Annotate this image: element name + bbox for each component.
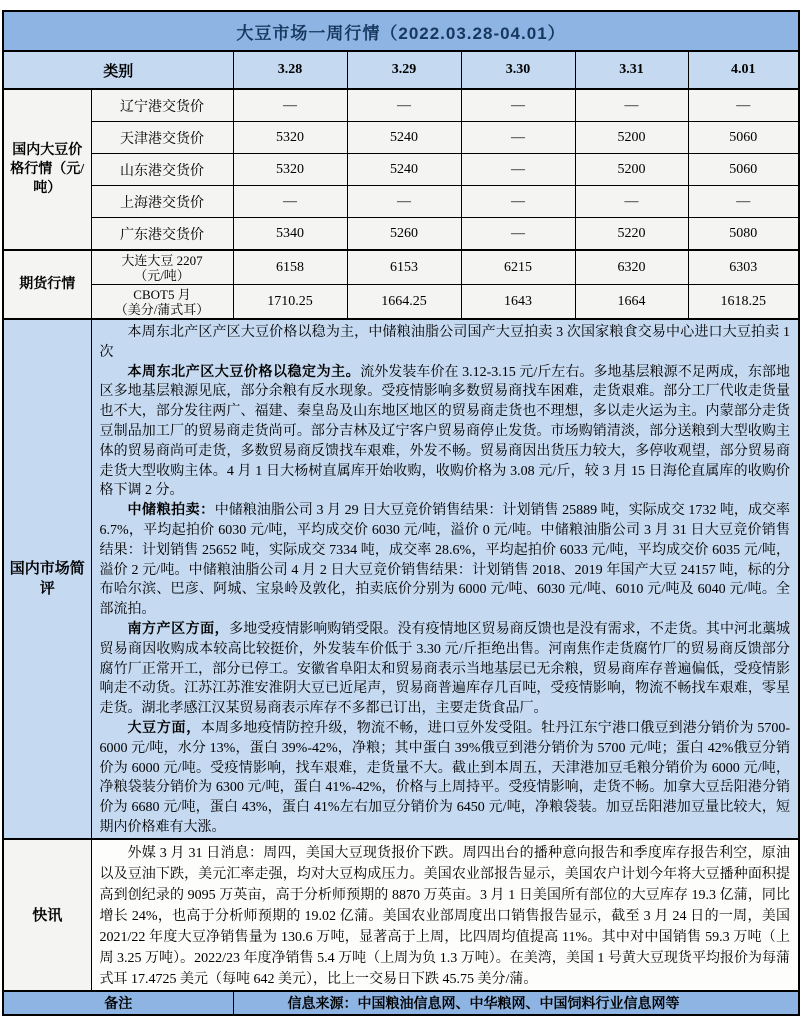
review-paragraph: 大豆方面，本周多地疫情防控升级，物流不畅，进口豆外发受阻。牡丹江东宁港口俄豆到港分销价为 5700-6000 元/吨，水分 13%，蛋白 39%-42%，净粮；其中蛋白 39%俄豆到港分销价为 5700 元/吨；蛋白 42%俄豆分销价为 6000 元/吨。受疫情影响，找车艰难，走货量不大。截止到本周五，天津港加豆毛粮分销价为 6000 元/吨，净粮袋装分销价为 6300 元/吨，蛋白 41%-42%，价格与上周持平。受疫情影响，走货不畅。加拿大豆岳阳港分销价为 6680 元/吨，蛋白 43%，蛋白 41%左右加豆分销价为 6450 元/吨，净粮袋装。加豆岳阳港加豆量比较大，短期内价格难有大涨。 bbox=[99, 720, 791, 835]
table-row bbox=[3, 991, 799, 1015]
price-cell: — bbox=[347, 186, 461, 218]
table-row bbox=[3, 285, 799, 320]
table-row bbox=[3, 250, 799, 285]
column-header-date-5: 4.01 bbox=[688, 51, 799, 89]
price-cell: — bbox=[461, 154, 575, 186]
table-row bbox=[3, 839, 799, 991]
futures-label-line1: CBOT5 月 bbox=[133, 286, 191, 302]
price-cell: 5060 bbox=[688, 154, 799, 186]
column-header-category: 类别 bbox=[3, 51, 233, 89]
row-label-guangdong-port: 广东港交货价 bbox=[91, 218, 233, 251]
news-flash-text bbox=[91, 839, 799, 991]
price-cell: — bbox=[461, 218, 575, 251]
price-cell: — bbox=[233, 89, 347, 122]
price-cell: — bbox=[461, 186, 575, 218]
review-paragraph: 南方产区方面，多地受疫情影响购销受限。没有疫情地区贸易商反馈也是没有需求，不走货。其中河北藁城贸易商因收购成本较高比较挺价，外发装车价低于 3.30 元/斤拒绝出售。河南焦作走货腐竹厂的贸易商反馈部分腐竹厂正常开工，部分已停工。安徽省阜阳太和贸易商表示当地基层已无余粮，贸易商库存普遍偏低，受疫情影响走不动货。江苏江苏淮安淮阴大豆已近尾声，贸易商普遍库存几百吨，受疫情影响，物流不畅找车艰难，零星走货。湖北孝感江汉某贸易商表示库存不多都已订出，主要走货食品厂。 bbox=[99, 621, 791, 717]
price-cell: 5240 bbox=[347, 122, 461, 154]
price-cell: — bbox=[688, 186, 799, 218]
price-cell: 5260 bbox=[347, 218, 461, 251]
price-cell: — bbox=[233, 186, 347, 218]
table-row bbox=[3, 218, 799, 251]
price-cell: 6158 bbox=[233, 250, 347, 285]
price-cell: 1643 bbox=[461, 285, 575, 320]
news-paragraph: 外媒 3 月 31 日消息：周四，美国大豆现货报价下跌。周四出台的播种意向报告和季度库存报告利空，原油以及豆油下跌，美元汇率走强，均对大豆构成压力。美国农业部报告显示，美国农户计划今年将大豆播种面积提高到创纪录的 9095 万英亩，高于分析师预期的 8870 万英亩。3 月 1 日美国所有部位的大豆库存 19.3 亿蒲，同比增长 24%，也高于分析师预期的 19.02 亿蒲。美国农业部周度出口销售报告显示，截至 3 月 24 日的一周，美国 2021/22 年度大豆净销售量为 130.6 万吨，显著高于上周，比四周均值提高 11%。其中对中国销售 59.3 万吨（上周 3.25 万吨）。2022/23 年度净销售 5.4 万吨（上周为负 1.3 万吨）。在美湾，美国 1 号黄大豆现货平均报价为每蒲式耳 17.4725 美元（每吨 642 美元），比上一交易日下跌 45.75 美分/蒲。 bbox=[99, 845, 791, 987]
table-row bbox=[3, 122, 799, 154]
price-cell: 1664 bbox=[575, 285, 688, 320]
price-cell: 1664.25 bbox=[347, 285, 461, 320]
price-cell: 6215 bbox=[461, 250, 575, 285]
row-label-shanghai-port: 上海港交货价 bbox=[91, 186, 233, 218]
group-label-futures: 期货行情 bbox=[3, 250, 91, 319]
price-cell: — bbox=[575, 89, 688, 122]
group-label-news-flash: 快讯 bbox=[3, 839, 91, 991]
price-cell: — bbox=[575, 186, 688, 218]
futures-label-line2: （元/吨） bbox=[134, 267, 190, 283]
price-cell: 5240 bbox=[347, 154, 461, 186]
column-header-date-3: 3.30 bbox=[461, 51, 575, 89]
table-row bbox=[3, 89, 799, 122]
row-label-tianjin-port: 天津港交货价 bbox=[91, 122, 233, 154]
notes-source-text: 信息来源：中国粮油信息网、中华粮网、中国饲料行业信息网等 bbox=[233, 991, 799, 1015]
price-cell: — bbox=[688, 89, 799, 122]
price-cell: 5200 bbox=[575, 154, 688, 186]
price-cell: 5080 bbox=[688, 218, 799, 251]
row-label-liaoning-port: 辽宁港交货价 bbox=[91, 89, 233, 122]
group-label-domestic-prices: 国内大豆价格行情（元/吨） bbox=[3, 89, 91, 250]
review-paragraph: 本周东北产区产区大豆价格以稳为主，中储粮油脂公司国产大豆拍卖 3 次国家粮食交易中心进口大豆拍卖 1 次 bbox=[99, 325, 791, 360]
futures-label-line1: 大连大豆 2207 bbox=[121, 252, 203, 268]
soybean-weekly-table bbox=[2, 10, 800, 1016]
price-cell: 5340 bbox=[233, 218, 347, 251]
row-label-dalian-soybean-2207 bbox=[91, 250, 233, 285]
price-cell: 1710.25 bbox=[233, 285, 347, 320]
price-cell: — bbox=[461, 89, 575, 122]
price-cell: 5200 bbox=[575, 122, 688, 154]
price-cell: 6303 bbox=[688, 250, 799, 285]
review-paragraph: 本周东北产区大豆价格以稳定为主。流外发装车价在 3.12-3.15 元/斤左右。多地基层粮源不足两成，东部地区多地基层粮源见底，部分余粮有反水现象。受疫情影响多数贸易商找车困难，走货艰难。部分工厂代收走货量也不大，部分发往两广、福建、秦皇岛及山东地区地区的贸易商走货也不理想，多以走火运为主。内蒙部分走货豆制品加工厂的贸易商走货尚可。部分吉林及辽宁客户贸易商停止发货。市场购销清淡，部分送粮到大型收购主体的贸易商尚可走货，多数贸易商反馈找车艰难，外发不畅。贸易商因出货压力较大，多停收观望，部分贸易商走货大型收购主体。4 月 1 日大杨树直属库开始收购，收购价格为 3.08 元/斤，较 3 月 15 日海伦直属库的收购价格下调 2 分。 bbox=[99, 364, 791, 499]
group-label-notes: 备注 bbox=[3, 991, 233, 1015]
price-cell: 6320 bbox=[575, 250, 688, 285]
row-label-shandong-port: 山东港交货价 bbox=[91, 154, 233, 186]
market-review-text bbox=[91, 319, 799, 839]
price-cell: 6153 bbox=[347, 250, 461, 285]
column-header-date-1: 3.28 bbox=[233, 51, 347, 89]
table-row bbox=[3, 154, 799, 186]
review-paragraph: 中储粮拍卖：中储粮油脂公司 3 月 29 日大豆竞价销售结果：计划销售 25889 吨，实际成交 1732 吨，成交率 6.7%，平均起拍价 6030 元/吨，平均成交价 6030 元/吨，溢价 0 元/吨。中储粮油脂公司 3 月 31 日大豆竞价销售结果：计划销售 25652 吨，实际成交 7334 吨，成交率 28.6%，平均起拍价 6033 元/吨，平均成交价 6035 元/吨，溢价 2 元/吨。中储粮油脂公司 4 月 2 日大豆竞价销售结果：计划销售 2018、2019 年国产大豆 24157 吨，标的分布哈尔滨、巴彦、阿城、宝泉岭及敦化，拍卖底价分别为 6000 元/吨、6030 元/吨、6010 元/吨及 6040 元/吨。全部流拍。 bbox=[99, 503, 791, 618]
row-label-cbot-may bbox=[91, 285, 233, 320]
table-row bbox=[3, 319, 799, 839]
group-label-market-review: 国内市场简评 bbox=[3, 319, 91, 839]
price-cell: — bbox=[347, 89, 461, 122]
futures-label-line2: （美分/蒲式耳） bbox=[114, 301, 210, 317]
price-cell: 1618.25 bbox=[688, 285, 799, 320]
column-header-date-2: 3.29 bbox=[347, 51, 461, 89]
price-cell: 5220 bbox=[575, 218, 688, 251]
table-row bbox=[3, 186, 799, 218]
price-cell: 5060 bbox=[688, 122, 799, 154]
column-header-date-4: 3.31 bbox=[575, 51, 688, 89]
price-cell: 5320 bbox=[233, 122, 347, 154]
price-cell: 5320 bbox=[233, 154, 347, 186]
page-title: 大豆市场一周行情（2022.03.28-04.01） bbox=[3, 11, 799, 51]
price-cell: — bbox=[461, 122, 575, 154]
